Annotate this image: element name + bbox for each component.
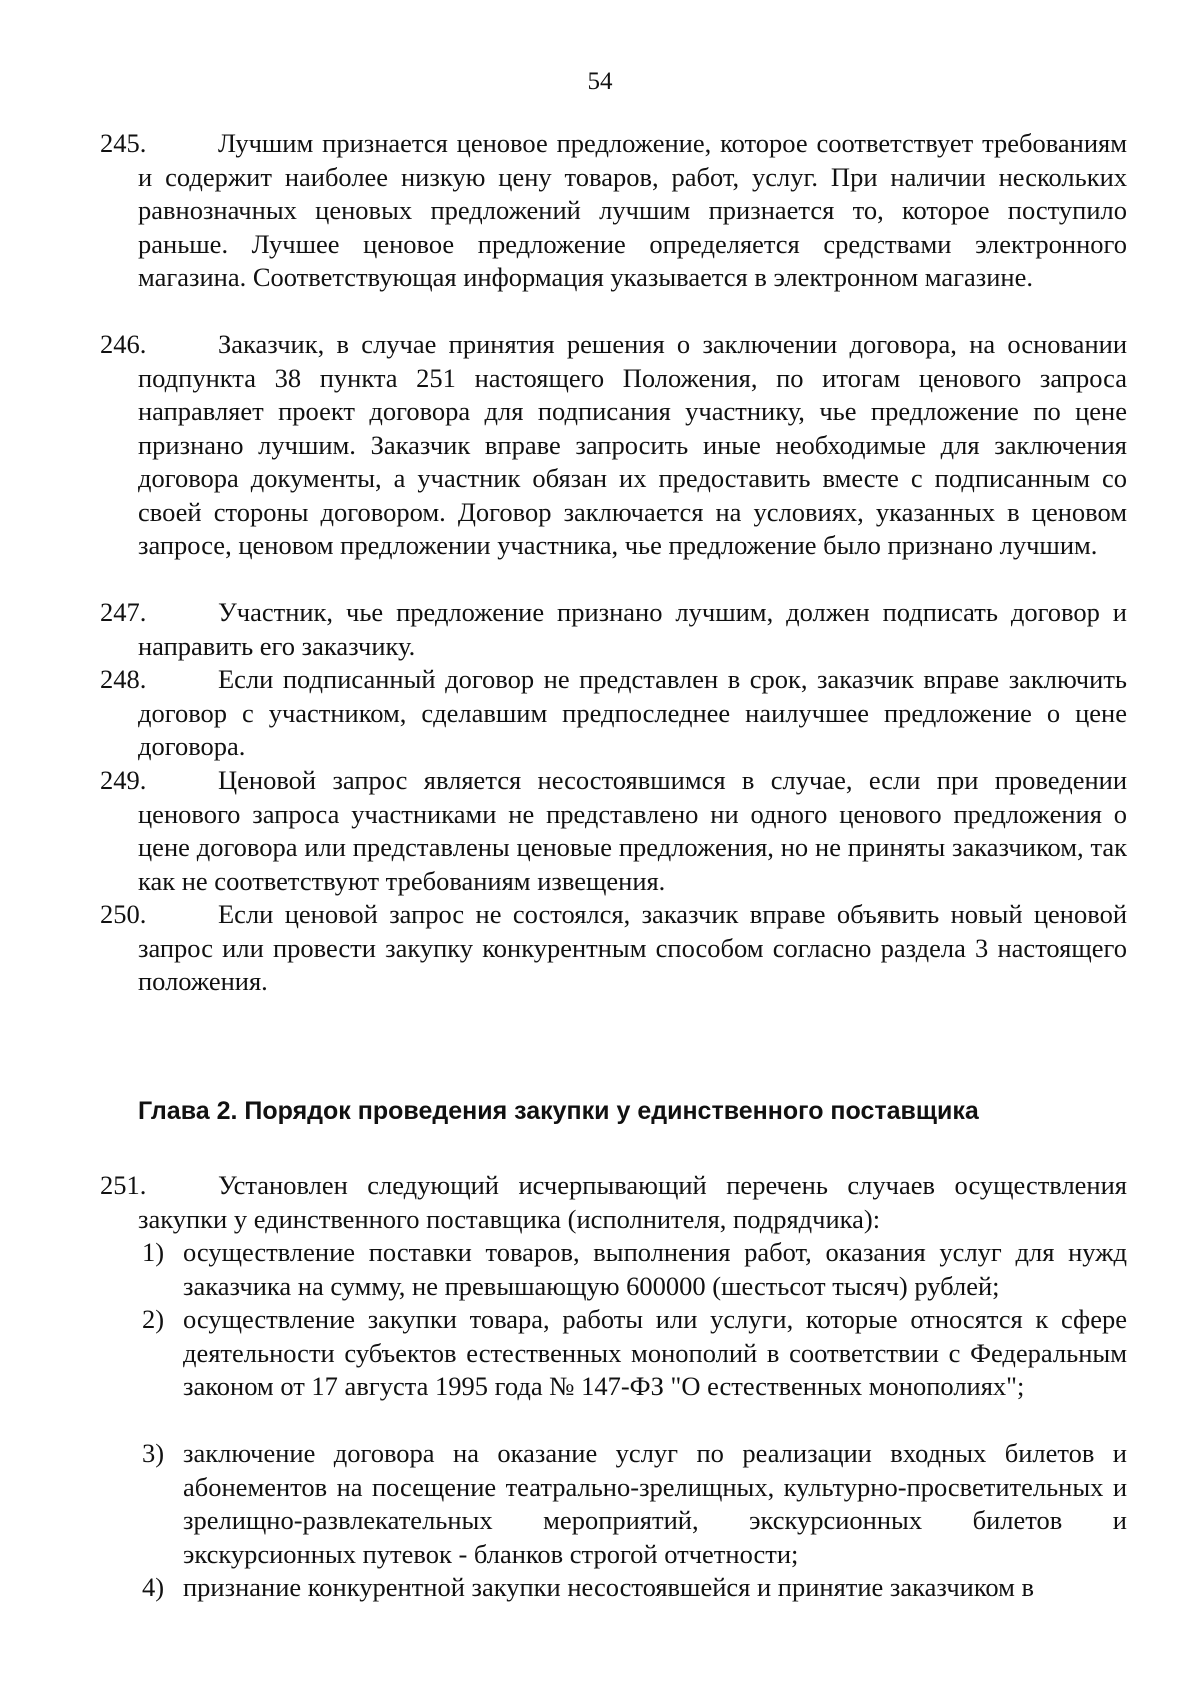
list-item-text: осуществление закупки товара, работы или услуги, которые относятся к сфере деятельности субъектов естественных монополий в соответствии с Федеральным законом от 17 августа 1995 года № 147-ФЗ "О естественных монополиях"; — [183, 1304, 1127, 1401]
paragraph-text: Установлен следующий исчерпывающий перечень случаев осуществления закупки у единственного поставщика (исполнителя, подрядчика): — [138, 1170, 1127, 1234]
paragraph-text: Ценовой запрос является несостоявшимся в случае, если при проведении ценового запроса участниками не представлено ни одного ценового предложения о цене договора или представлены ценовые предложения, но не приняты заказчиком, так как не соответствуют требованиям извещения. — [138, 765, 1127, 896]
paragraph-number: 246. — [100, 329, 147, 359]
list-item — [142, 1571, 1127, 1605]
list-item-text: признание конкурентной закупки несостоявшейся и принятие заказчиком в — [183, 1572, 1035, 1602]
chapter-heading: Глава 2. Порядок проведения закупки у единственного поставщика — [138, 1097, 979, 1125]
paragraph-number: 247. — [100, 597, 147, 627]
paragraph-text: Если подписанный договор не представлен в срок, заказчик вправе заключить договор с участником, сделавшим предпоследнее наилучшее предложение о цене договора. — [138, 664, 1127, 761]
paragraph-number: 249. — [100, 765, 147, 795]
paragraph-251 — [100, 1169, 1127, 1236]
paragraph-249 — [100, 764, 1127, 898]
paragraph-text: Лучшим признается ценовое предложение, которое соответствует требованиям и содержит наиболее низкую цену товаров, работ, услуг. При наличии нескольких равнозначных ценовых предложений лучшим признается то, которое поступило раньше. Лучшее ценовое предложение определяется средствами электронного магазина. Соответствующая информация указывается в электронном магазине. — [138, 128, 1127, 292]
page-number: 54 — [587, 68, 613, 95]
list-item-number: 1) — [142, 1237, 165, 1267]
paragraph-245 — [100, 127, 1127, 295]
paragraph-248 — [100, 663, 1127, 764]
list-item-number: 2) — [142, 1304, 165, 1334]
list-item-text: заключение договора на оказание услуг по реализации входных билетов и абонементов на посещение театрально-зрелищных, культурно-просветительных и зрелищно-развлекательных мероприятий, экскурсионных билетов и экскурсионных путевок - бланков строгой отчетности; — [183, 1438, 1127, 1569]
paragraph-text: Участник, чье предложение признано лучшим, должен подписать договор и направить его заказчику. — [138, 597, 1127, 661]
paragraph-247 — [100, 596, 1127, 663]
paragraph-250 — [100, 898, 1127, 999]
list-item — [142, 1303, 1127, 1404]
paragraph-number: 248. — [100, 664, 147, 694]
paragraph-number: 251. — [100, 1170, 147, 1200]
list-item-number: 4) — [142, 1572, 165, 1602]
list-item-text: осуществление поставки товаров, выполнения работ, оказания услуг для нужд заказчика на сумму, не превышающую 600000 (шестьсот тысяч) рублей; — [183, 1237, 1127, 1301]
paragraph-number: 245. — [100, 128, 147, 158]
paragraph-text: Если ценовой запрос не состоялся, заказчик вправе объявить новый ценовой запрос или провести закупку конкурентным способом согласно раздела 3 настоящего положения. — [138, 899, 1127, 996]
paragraph-number: 250. — [100, 899, 147, 929]
paragraph-text: Заказчик, в случае принятия решения о заключении договора, на основании подпункта 38 пункта 251 настоящего Положения, по итогам ценового запроса направляет проект договора для подписания участнику, чье предложение по цене признано лучшим. Заказчик вправе запросить иные необходимые для заключения договора документы, а участник обязан их предоставить вместе с подписанным со своей стороны договором. Договор заключается на условиях, указанных в ценовом запросе, ценовом предложении участника, чье предложение было признано лучшим. — [138, 329, 1127, 560]
list-item — [142, 1236, 1127, 1303]
list-item-number: 3) — [142, 1438, 165, 1468]
paragraph-246 — [100, 328, 1127, 563]
list-item — [142, 1437, 1127, 1571]
